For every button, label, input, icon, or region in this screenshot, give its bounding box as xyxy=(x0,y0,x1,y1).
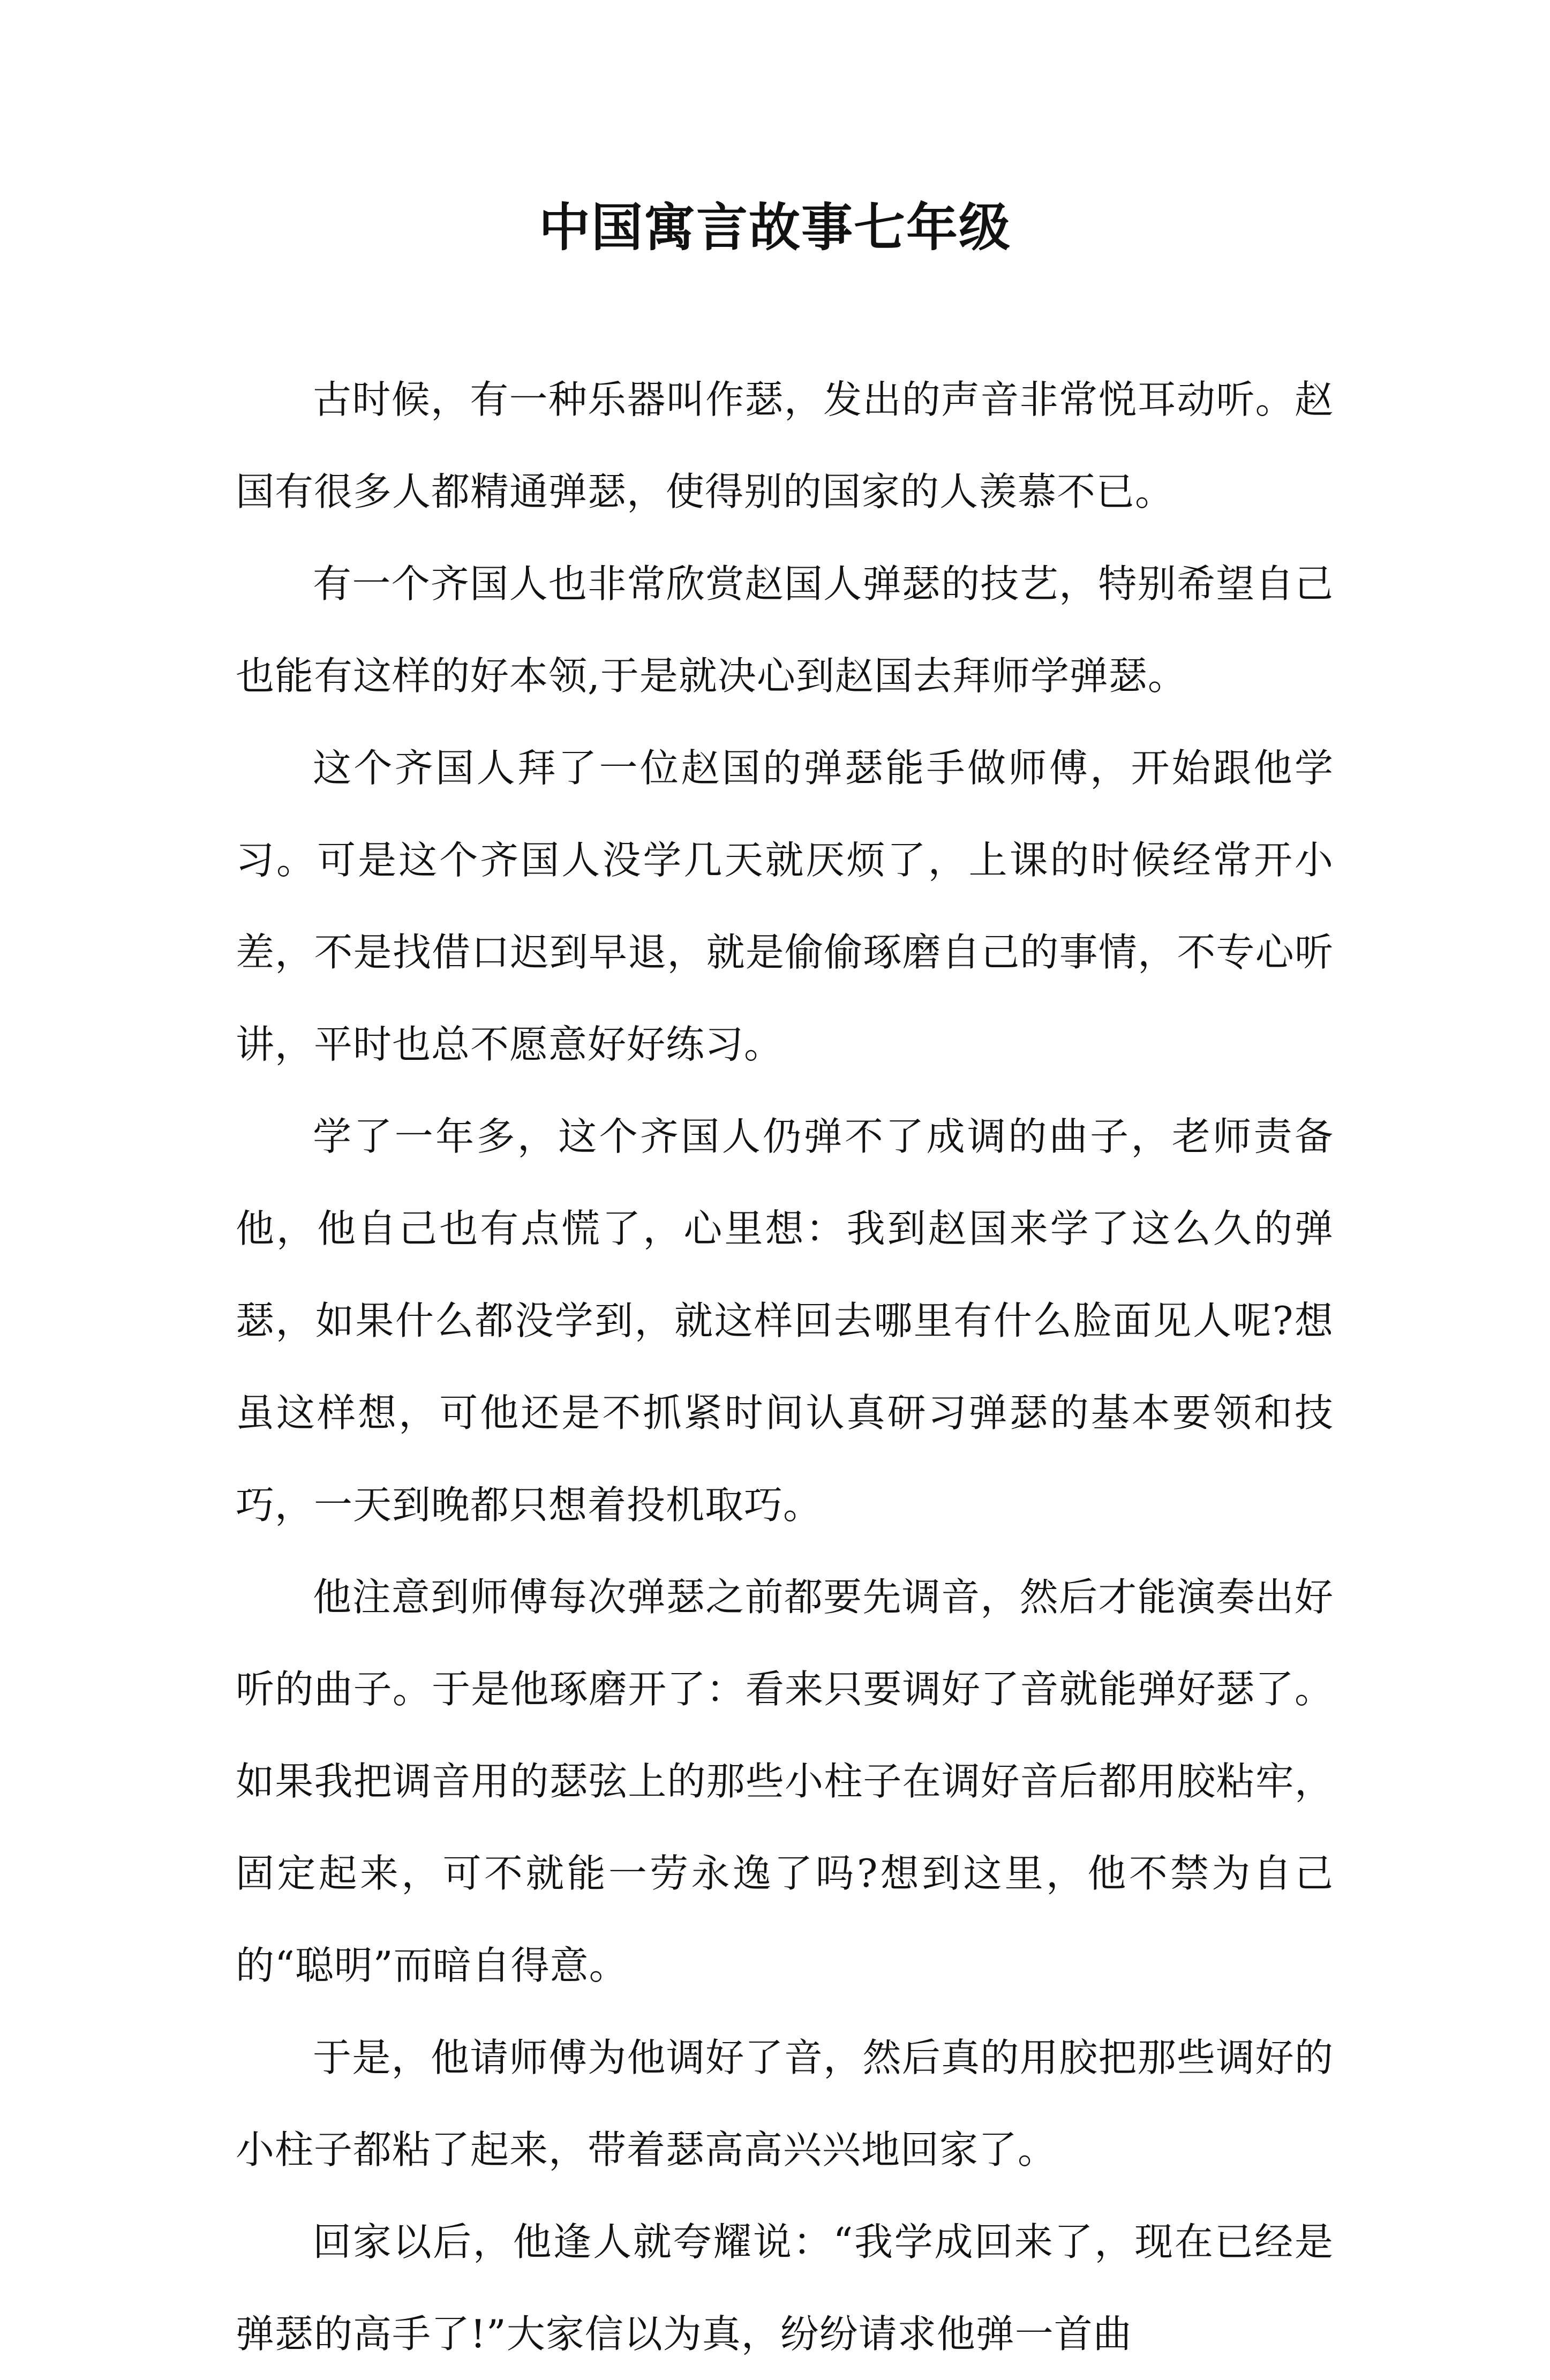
paragraph: 有一个齐国人也非常欣赏赵国人弹瑟的技艺，特别希望自己也能有这样的好本领,于是就决心到赵国去拜师学弹瑟。 xyxy=(236,561,1334,698)
paragraph: 回家以后，他逢人就夸耀说：“我学成回来了，现在已经是弹瑟的高手了!”大家信以为真，纷纷请求他弹一首曲 xyxy=(236,2219,1334,2356)
document-body xyxy=(236,353,1334,2380)
paragraph: 于是，他请师傅为他调好了音，然后真的用胶把那些调好的小柱子都粘了起来，带着瑟高高兴兴地回家了。 xyxy=(236,2035,1334,2172)
document-title: 中国寓言故事七年级 xyxy=(539,197,1011,258)
paragraph: 这个齐国人拜了一位赵国的弹瑟能手做师傅，开始跟他学习。可是这个齐国人没学几天就厌烦了，上课的时候经常开小差，不是找借口迟到早退，就是偷偷琢磨自己的事情，不专心听讲，平时也总不愿意好好练习。 xyxy=(236,745,1334,1067)
paragraph: 古时候，有一种乐器叫作瑟，发出的声音非常悦耳动听。赵国有很多人都精通弹瑟，使得别的国家的人羡慕不已。 xyxy=(236,377,1334,514)
paragraph: 学了一年多，这个齐国人仍弹不了成调的曲子，老师责备他，他自己也有点慌了，心里想：我到赵国来学了这么久的弹瑟，如果什么都没学到，就这样回去哪里有什么脸面见人呢?想虽这样想，可他还是不抓紧时间认真研习弹瑟的基本要领和技巧，一天到晚都只想着投机取巧。 xyxy=(236,1114,1334,1527)
paragraph: 他注意到师傅每次弹瑟之前都要先调音，然后才能演奏出好听的曲子。于是他琢磨开了：看来只要调好了音就能弹好瑟了。如果我把调音用的瑟弦上的那些小柱子在调好音后都用胶粘牢，固定起来，可不就能一劳永逸了吗?想到这里，他不禁为自己的“聪明”而暗自得意。 xyxy=(236,1575,1334,1988)
